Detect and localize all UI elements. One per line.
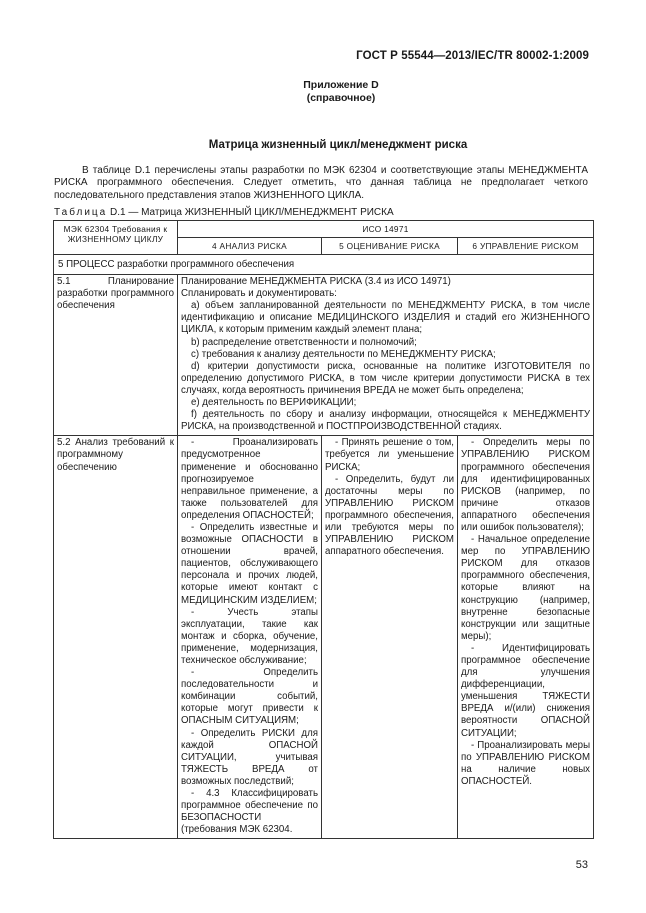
document-title — [0, 139, 646, 151]
evaluation-item: - Определить, будут ли достаточны меры по УПРАВЛЕНИЮ РИСКОМ программного обеспечения, или требуются меры по УПРАВЛЕНИЮ РИСКОМ аппаратного обеспечения. — [325, 473, 454, 558]
analysis-item: - Проанализировать предусмотренное применение и обоснованно прогнозируемое неправильное применение, а также пользователей для определения ОПАСНОСТЕЙ; — [181, 437, 318, 521]
row-requirement: 5.1 Планирование разработки программного обеспечения — [54, 275, 178, 436]
section-title: 5 ПРОЦЕСС разработки программного обеспечения — [54, 255, 594, 275]
appendix-heading — [0, 79, 646, 105]
plan-line: a) объем запланированной деятельности по МЕНЕДЖМЕНТУ РИСКА, в том числе идентификацию и описание МЕДИЦИНСКОГО ИЗДЕЛИЯ и стадий его ЖИЗНЕННОГО ЦИКЛА, к которым применим каждый элемент плана; — [181, 300, 591, 336]
cell-control — [458, 436, 594, 839]
control-item: - Определить меры по УПРАВЛЕНИЮ РИСКОМ программного обеспечения для идентифицированных РИСКОВ (например, по причине отказов аппаратного обеспечения или ошибок пользователя); — [461, 437, 591, 533]
plan-line: e) деятельность по ВЕРИФИКАЦИИ; — [191, 397, 357, 409]
table-caption — [54, 207, 394, 218]
control-item: - Начальное определение мер по УПРАВЛЕНИЮ РИСКОМ для отказов программного обеспечения, которые влияют на конструкцию (например, внутренне безопасные конструкции или защитные меры); — [461, 534, 591, 642]
control-item: - Идентифицировать программное обеспечение для улучшения дифференциации, уменьшения ТЯЖЕСТИ ВРЕДА и/(или) снижения вероятности ОПАСНОЙ СИТУАЦИИ; — [461, 642, 591, 739]
header-lifecycle: МЭК 62304 Требования к ЖИЗНЕННОМУ ЦИКЛУ — [54, 221, 178, 255]
table-row — [54, 275, 594, 436]
header-iso: ИСО 14971 — [178, 221, 594, 238]
cell-evaluation — [322, 436, 458, 839]
analysis-item: - 4.3 Классифицировать программное обеспечение по БЕЗОПАСНОСТИ (требования МЭК 62304. — [181, 788, 318, 836]
header-control: 6 УПРАВЛЕНИЕ РИСКОМ — [458, 238, 594, 255]
standard-header: ГОСТ Р 55544—2013/IEC/TR 80002-1:2009 — [356, 50, 589, 62]
row-requirement: 5.2 Анализ требований к программному обеспечению — [54, 436, 178, 839]
page-number: 53 — [575, 859, 588, 871]
section-row — [54, 255, 594, 275]
plan-line: d) критерии допустимости риска, основанные на политике ИЗГОТОВИТЕЛЯ по определению допустимого РИСКА, в том числе критерии допустимости РИСКА в тех случаях, когда вероятность причинения ВРЕДА не может быть определена; — [181, 360, 591, 396]
intro-paragraph — [54, 165, 588, 202]
analysis-item: - Определить известные и возможные ОПАСНОСТИ в отношении врачей, пациентов, обслуживающего персонала и прочих людей, которые имеют контакт с МЕДИЦИНСКИМ ИЗДЕЛИЕМ; — [181, 521, 318, 606]
analysis-item: - Определить РИСКИ для каждой ОПАСНОЙ СИТУАЦИИ, учитывая ТЯЖЕСТЬ ВРЕДА от возможных последствий; — [181, 727, 318, 787]
analysis-item: - Определить последовательности и комбинации событий, которые могут привести к ОПАСНЫМ СИТУАЦИЯМ; — [181, 667, 318, 727]
table-caption-prefix: Таблица — [54, 207, 108, 218]
control-item: - Проанализировать меры по УПРАВЛЕНИЮ РИСКОМ на наличие новых ОПАСНОСТЕЙ. — [461, 739, 591, 787]
table-header-row — [54, 221, 594, 238]
header-analysis: 4 АНАЛИЗ РИСКА — [178, 238, 322, 255]
plan-line: f) деятельность по сбору и анализу информации, относящейся к МЕНЕДЖМЕНТУ РИСКА, на производственной и ПОСТПРОИЗВОДСТВЕННОЙ стадиях. — [181, 409, 591, 433]
lifecycle-risk-matrix — [53, 220, 594, 839]
table-row — [54, 436, 594, 839]
plan-line: Планирование МЕНЕДЖМЕНТА РИСКА (3.4 из ИСО 14971) — [181, 276, 451, 288]
cell-analysis — [178, 436, 322, 839]
plan-line: c) требования к анализу деятельности по МЕНЕДЖМЕНТУ РИСКА; — [191, 348, 496, 360]
evaluation-item: - Принять решение о том, требуется ли уменьшение РИСКА; — [325, 437, 454, 473]
plan-line: Спланировать и документировать: — [181, 288, 337, 300]
header-evaluation: 5 ОЦЕНИВАНИЕ РИСКА — [322, 238, 458, 255]
intro-text: В таблице D.1 перечислены этапы разработки по МЭК 62304 и соответствующие этапы МЕНЕДЖМЕНТА РИСКА программного обеспечения. Следует отметить, что данная таблица не предполагает четкого последовательного представления этапов ЖИЗНЕННОГО ЦИКЛА. — [54, 165, 588, 201]
appendix-title: Приложение D — [303, 79, 379, 91]
plan-line: b) распределение ответственности и полномочий; — [191, 336, 417, 348]
document-title-text: Матрица жизненный цикл/менеджмент риска — [208, 139, 468, 151]
appendix-subtitle: (справочное) — [306, 92, 376, 104]
row-plan — [178, 275, 594, 436]
table-caption-text: D.1 — Матрица ЖИЗНЕННЫЙ ЦИКЛ/МЕНЕДЖМЕНТ РИСКА — [107, 207, 394, 218]
analysis-item: - Учесть этапы эксплуатации, такие как монтаж и сборка, обучение, применение, модернизация, техническое обслуживание; — [181, 606, 318, 666]
